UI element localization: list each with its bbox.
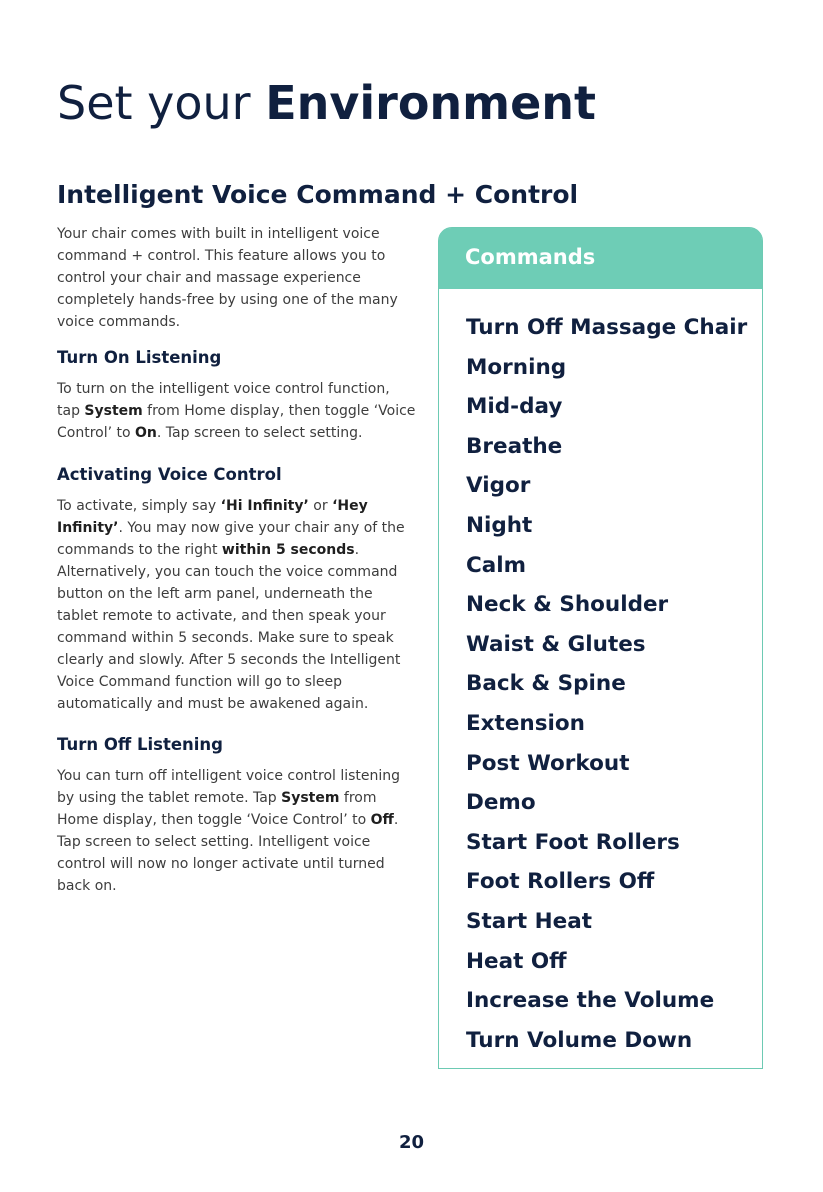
command-item: Neck & Shoulder [466,592,669,618]
turn-on-text: from Home display, then toggle ‘Voice Control’ to [57,403,416,441]
turn-off-text: from Home display, then toggle ‘Voice Control’ to [57,790,377,828]
activating-within-5-seconds: within 5 seconds [221,542,355,558]
command-item: Start Foot Rollers [466,829,680,855]
activating-text: . Alternatively, you can touch the voice command button on the left arm panel, underneath the tablet remote to activate, and then speak your command within 5 seconds. Make sure to speak clearly and slowly. After 5 seconds the Intelligent Voice Command function will go to sleep automatically and must be awakened again. [57,542,401,712]
intro-paragraph: Your chair comes with built in intelligent voice command + control. This feature allows you to control your chair and massage experience completely hands-free by using one of the many voice commands. [57,226,398,330]
turn-on-paragraph [57,378,417,444]
turn-on-text: . Tap screen to select setting. [156,425,363,441]
turn-on-system-label: System [84,403,143,419]
turn-on-text: To turn on the intelligent voice control function, tap [57,381,390,419]
turn-off-text: . Tap screen to select setting. Intelligent voice control will now no longer activate until turned back on. [57,812,399,894]
command-item: Back & Spine [466,671,626,697]
activating-hey-infinity: ‘Hey Infinity’ [57,498,368,536]
page-number: 20 [398,1132,425,1153]
command-item: Morning [466,354,567,380]
command-item: Turn Off Massage Chair [466,315,748,340]
command-item: Turn Volume Down [466,1027,693,1053]
command-item: Start Heat [466,908,592,934]
command-item: Increase the Volume [466,988,715,1014]
turn-off-off-label: Off [370,812,394,828]
activating-text: To activate, simply say [57,498,221,514]
page-title [57,74,596,132]
command-item: Post Workout [466,750,630,776]
activating-text: . You may now give your chair any of the commands to the right [57,520,405,558]
command-item: Extension [466,710,585,736]
activating-hi-infinity: ‘Hi Infinity’ [220,498,309,514]
turn-off-heading: Turn Off Listening [57,735,223,754]
turn-off-text: You can turn off intelligent voice control listening by using the tablet remote. Tap [57,768,401,806]
commands-panel [438,227,763,1069]
commands-header: Commands [439,228,762,289]
turn-on-on-label: On [135,425,157,441]
activating-paragraph [57,495,417,715]
command-item: Demo [466,790,536,816]
command-item: Calm [466,552,527,578]
turn-off-system-label: System [281,790,340,806]
activating-text: or [308,498,333,514]
activating-heading: Activating Voice Control [57,465,282,484]
turn-off-paragraph [57,765,417,897]
page-title-light: Set your [57,76,266,130]
section-title: Intelligent Voice Command + Control [57,180,579,209]
command-item: Mid-day [466,394,563,420]
turn-on-heading: Turn On Listening [57,348,222,367]
command-item: Waist & Glutes [466,631,646,657]
left-column [57,223,417,897]
command-item: Foot Rollers Off [466,869,655,895]
command-item: Night [466,512,533,538]
commands-list [439,289,762,1060]
command-item: Breathe [466,433,563,459]
page-title-bold: Environment [265,76,597,130]
command-item: Heat Off [466,948,567,974]
command-item: Vigor [466,473,531,499]
